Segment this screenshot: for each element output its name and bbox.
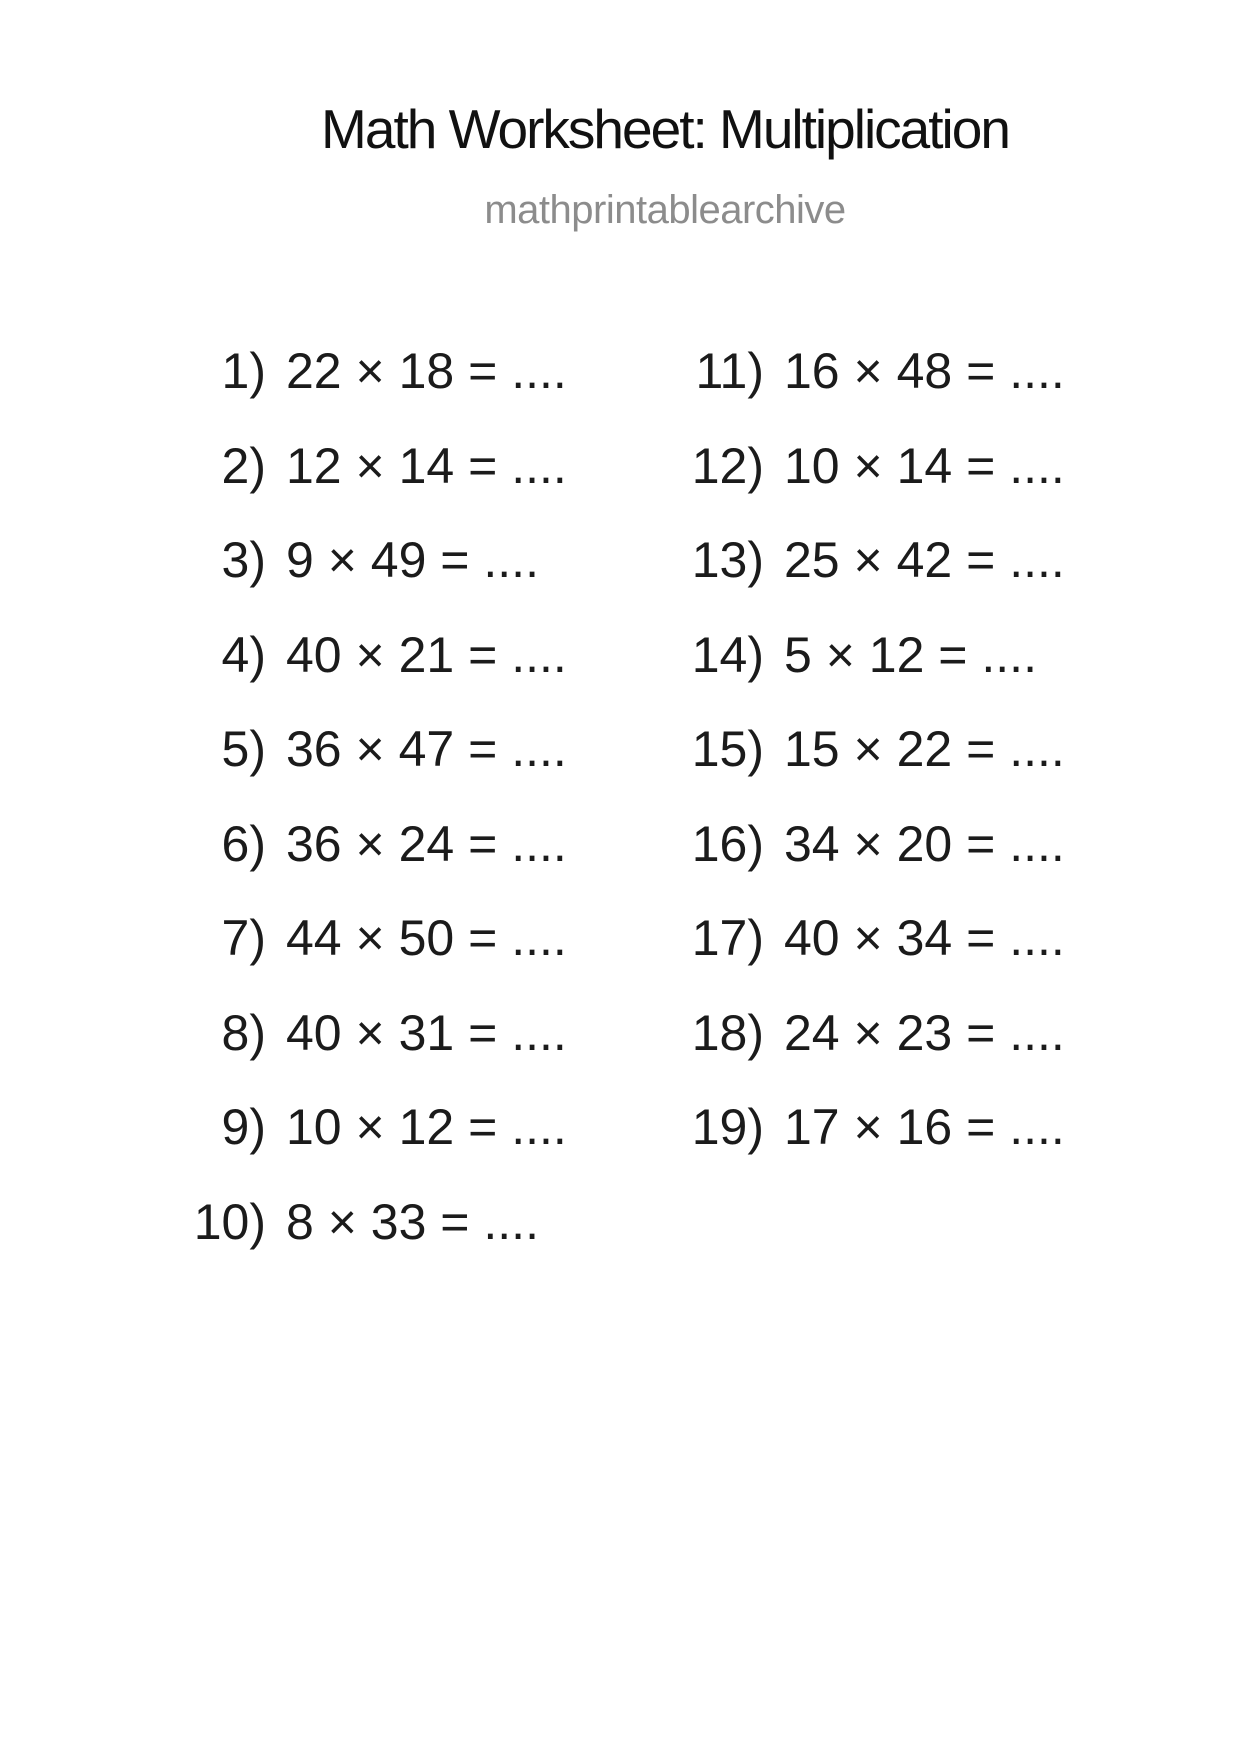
problem-row bbox=[178, 626, 567, 724]
problem-expression: 36 × 47 = .... bbox=[286, 721, 567, 777]
problem-expression: 15 × 22 = .... bbox=[784, 721, 1065, 777]
problem-row bbox=[178, 1004, 567, 1102]
problem-row bbox=[178, 723, 567, 818]
problem-row bbox=[676, 912, 1065, 1007]
problem-row bbox=[676, 534, 1065, 629]
problem-number: 15) bbox=[691, 721, 764, 777]
problem-row bbox=[178, 1101, 567, 1196]
problem-number: 1) bbox=[221, 343, 266, 399]
problem-expression: 36 × 24 = .... bbox=[286, 815, 567, 872]
problem-number: 17) bbox=[691, 910, 764, 966]
problem-row bbox=[178, 534, 567, 629]
problem-expression: 44 × 50 = .... bbox=[286, 910, 567, 966]
problem-expression: 40 × 31 = .... bbox=[286, 1004, 567, 1061]
problem-row bbox=[676, 1004, 1065, 1102]
problem-number: 8) bbox=[221, 1004, 266, 1061]
problem-number: 6) bbox=[221, 815, 266, 872]
problem-number: 2) bbox=[221, 437, 266, 494]
problems-column-right bbox=[676, 345, 1065, 1196]
problem-row bbox=[676, 723, 1065, 818]
problem-expression: 8 × 33 = .... bbox=[286, 1193, 539, 1250]
problem-number: 9) bbox=[221, 1099, 266, 1155]
problem-number: 18) bbox=[691, 1004, 764, 1061]
problem-row bbox=[178, 1193, 567, 1291]
problems-column-left bbox=[178, 345, 567, 1290]
page-subtitle: mathprintablearchive bbox=[484, 188, 846, 232]
problem-expression: 34 × 20 = .... bbox=[784, 815, 1065, 872]
page-title: Math Worksheet: Multiplication bbox=[321, 98, 1009, 160]
problem-number: 12) bbox=[691, 437, 764, 494]
problem-row bbox=[178, 345, 567, 440]
problem-number: 16) bbox=[691, 815, 764, 872]
problem-expression: 25 × 42 = .... bbox=[784, 532, 1065, 588]
problem-expression: 9 × 49 = .... bbox=[286, 532, 539, 588]
problem-expression: 12 × 14 = .... bbox=[286, 437, 567, 494]
problem-number: 13) bbox=[691, 532, 764, 588]
problem-expression: 22 × 18 = .... bbox=[286, 343, 567, 399]
problem-row bbox=[178, 912, 567, 1007]
problem-expression: 16 × 48 = .... bbox=[784, 343, 1065, 399]
problem-row bbox=[178, 815, 567, 913]
problem-expression: 10 × 14 = .... bbox=[784, 437, 1065, 494]
problem-row bbox=[676, 626, 1065, 724]
problem-number: 7) bbox=[221, 910, 266, 966]
problem-expression: 10 × 12 = .... bbox=[286, 1099, 567, 1155]
problem-expression: 40 × 21 = .... bbox=[286, 626, 567, 683]
problem-row bbox=[178, 437, 567, 535]
problem-row bbox=[676, 815, 1065, 913]
problem-number: 3) bbox=[221, 532, 266, 588]
problem-number: 19) bbox=[691, 1099, 764, 1155]
problem-number: 4) bbox=[221, 626, 266, 683]
problem-number: 14) bbox=[691, 626, 764, 683]
problem-number: 5) bbox=[221, 721, 266, 777]
problem-row bbox=[676, 437, 1065, 535]
problem-expression: 17 × 16 = .... bbox=[784, 1099, 1065, 1155]
problem-number: 10) bbox=[193, 1193, 266, 1250]
problem-row bbox=[676, 1101, 1065, 1196]
problem-expression: 5 × 12 = .... bbox=[784, 626, 1037, 683]
problem-number: 11) bbox=[695, 343, 764, 399]
problem-expression: 24 × 23 = .... bbox=[784, 1004, 1065, 1061]
problem-expression: 40 × 34 = .... bbox=[784, 910, 1065, 966]
problem-row bbox=[676, 345, 1065, 440]
